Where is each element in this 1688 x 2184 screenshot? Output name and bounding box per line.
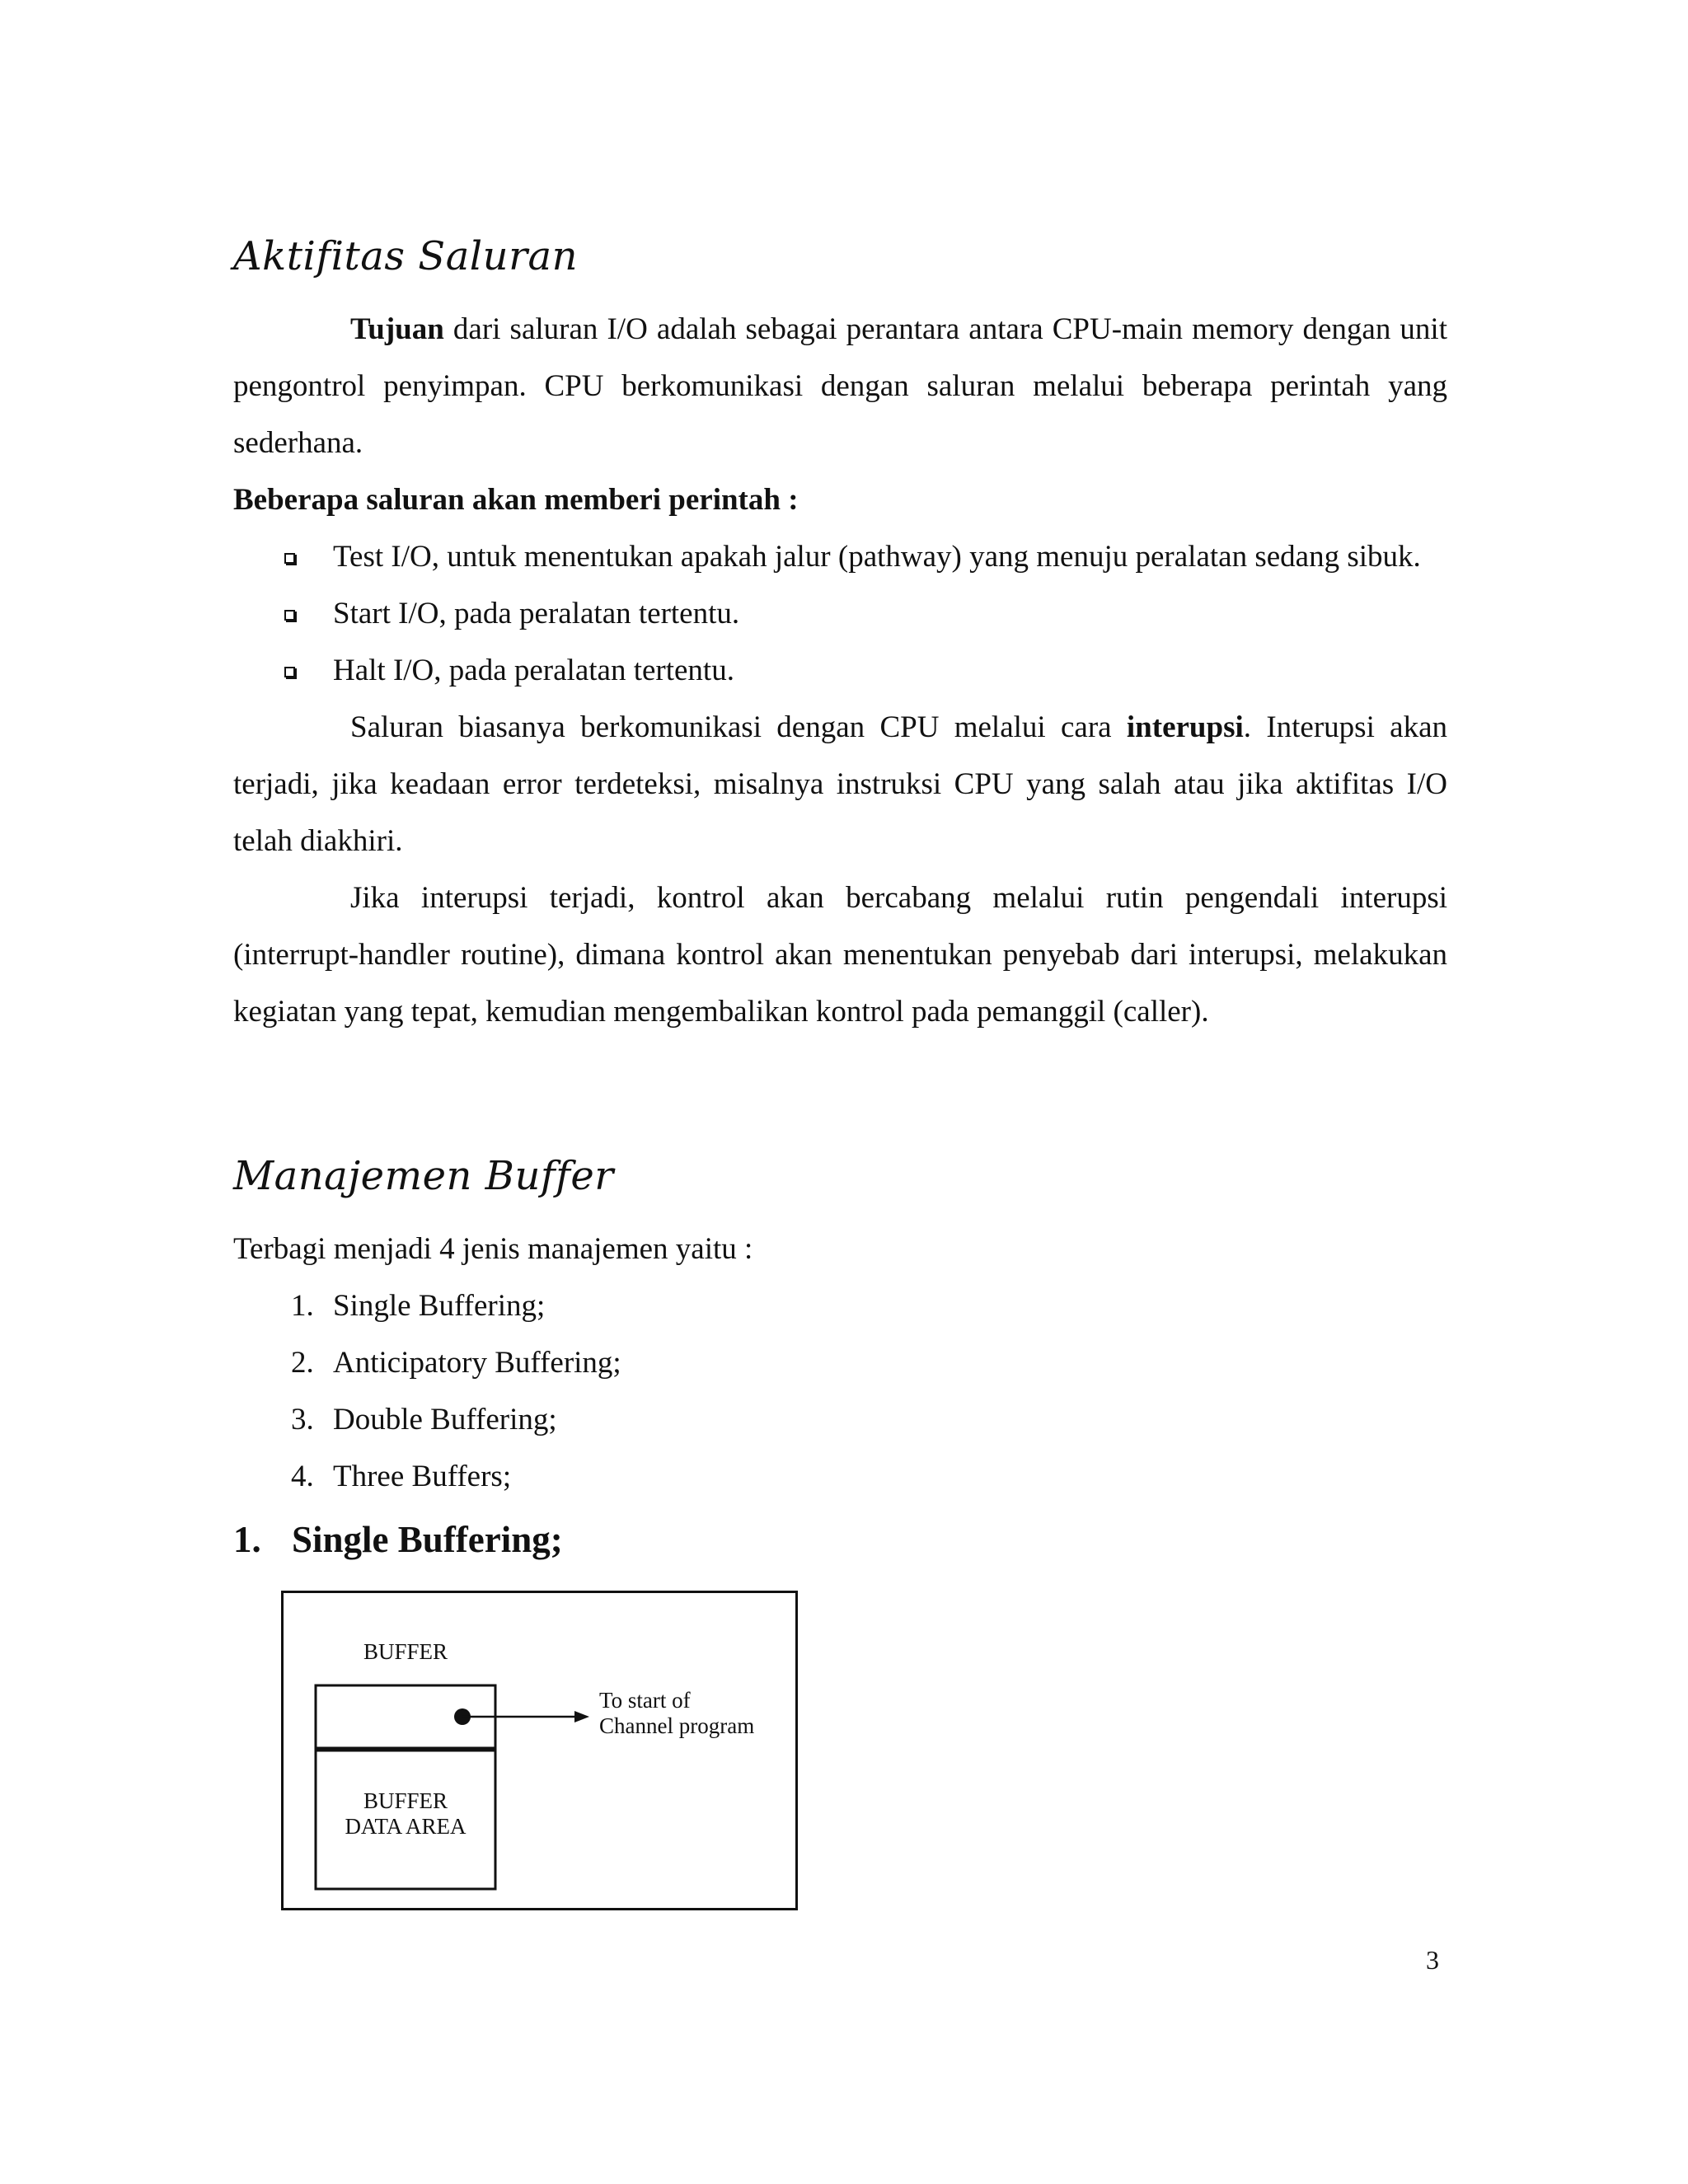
list-item-label: Anticipatory Buffering; xyxy=(333,1346,621,1380)
list-item xyxy=(233,585,1447,642)
section-manajemen-buffer-body xyxy=(233,1221,1447,1505)
list-item-label: Double Buffering; xyxy=(333,1403,557,1436)
list-item-label: Single Buffering; xyxy=(333,1289,546,1323)
target-label-line2: Channel program xyxy=(599,1713,755,1738)
target-label-line1: To start of xyxy=(599,1688,691,1713)
checkbox-bullet-icon xyxy=(284,610,295,621)
list-number: 2. xyxy=(291,1346,314,1380)
subheading-number: 1. xyxy=(233,1519,261,1560)
paragraph-interupsi-end: . Interupsi akan terjadi, jika keadaan error terdeteksi, misalnya instruksi CPU yang salah atau jika aktifitas I/O telah diakhiri. xyxy=(233,710,1447,858)
list-number: 1. xyxy=(291,1289,314,1323)
arrowhead-icon xyxy=(574,1711,589,1722)
paragraph-tujuan xyxy=(233,301,1447,471)
subheading-label: Single Buffering; xyxy=(292,1519,563,1560)
single-buffering-diagram xyxy=(281,1591,798,1910)
page-number: 3 xyxy=(1426,1945,1439,1975)
list-item xyxy=(233,1448,1447,1505)
bold-term-interupsi: interupsi xyxy=(1126,710,1244,744)
checkbox-bullet-icon xyxy=(284,553,295,564)
command-text: Test I/O, untuk menentukan apakah jalur (pathway) yang menuju peralatan sedang sibuk. xyxy=(333,540,1421,574)
command-list xyxy=(233,528,1447,699)
list-item xyxy=(233,528,1447,585)
data-area-label-line2: DATA AREA xyxy=(345,1814,467,1839)
list-item xyxy=(233,1277,1447,1334)
list-number: 3. xyxy=(291,1403,314,1436)
data-area-label-line1: BUFFER xyxy=(363,1788,448,1813)
list-item-label: Three Buffers; xyxy=(333,1460,512,1493)
section-title-aktifitas-saluran: Aktifitas Saluran xyxy=(233,233,579,279)
paragraph-interupsi xyxy=(233,699,1447,869)
buffer-label: BUFFER xyxy=(363,1639,448,1664)
paragraph-tujuan-text: dari saluran I/O adalah sebagai perantara antara CPU-main memory dengan unit pengontrol penyimpan. CPU berkomunikasi dengan saluran melalui beberapa perintah yang sederhana. xyxy=(233,312,1447,460)
paragraph-interupsi-start: Saluran biasanya berkomunikasi dengan CPU melalui cara xyxy=(350,710,1127,744)
commands-heading: Beberapa saluran akan memberi perintah : xyxy=(233,483,799,517)
list-item xyxy=(233,642,1447,699)
diagram-canvas xyxy=(284,1593,795,1908)
paragraph-interrupt-handler: Jika interupsi terjadi, kontrol akan bercabang melalui rutin pengendali interupsi (interrupt-handler routine), dimana kontrol akan menentukan penyebab dari interupsi, melakukan kegiatan yang tepat, kemudian mengembalikan kontrol pada pemanggil (caller). xyxy=(233,881,1447,1029)
list-number: 4. xyxy=(291,1460,314,1493)
command-text: Start I/O, pada peralatan tertentu. xyxy=(333,597,740,630)
command-text: Halt I/O, pada peralatan tertentu. xyxy=(333,654,734,687)
bold-term-tujuan: Tujuan xyxy=(350,312,444,346)
list-item xyxy=(233,1334,1447,1391)
section-aktifitas-saluran-body xyxy=(233,301,1447,1040)
list-item xyxy=(233,1391,1447,1448)
checkbox-bullet-icon xyxy=(284,667,295,677)
buffer-intro: Terbagi menjadi 4 jenis manajemen yaitu : xyxy=(233,1232,753,1266)
buffer-type-list xyxy=(233,1277,1447,1505)
section-title-manajemen-buffer: Manajemen Buffer xyxy=(233,1153,614,1199)
subheading-single-buffering xyxy=(233,1518,563,1561)
